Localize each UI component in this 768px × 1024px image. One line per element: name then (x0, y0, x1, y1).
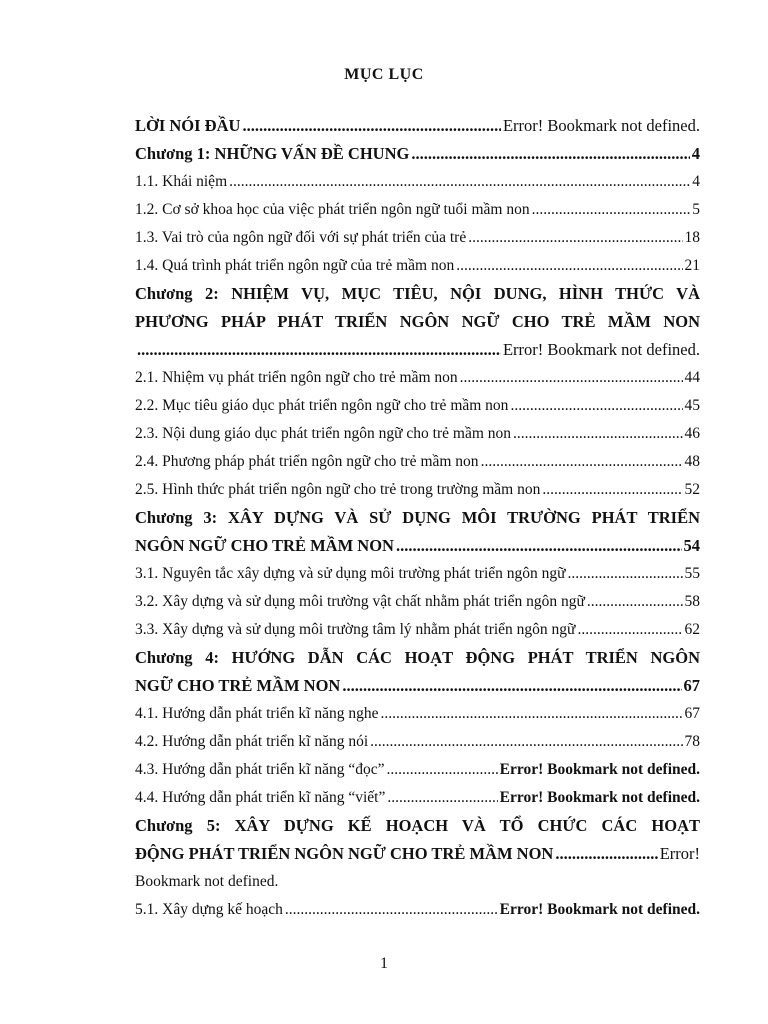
toc-entry-page: Error! Bookmark not defined. (499, 901, 700, 918)
dot-leader (396, 532, 682, 560)
dot-leader (456, 252, 682, 280)
toc-entry-page: 67 (683, 676, 700, 695)
toc-entry-section-2-4 (135, 448, 700, 476)
toc-entry-page: 21 (684, 257, 700, 274)
dot-leader (285, 896, 498, 924)
dot-leader (242, 112, 501, 140)
toc-entry-page: Error! (659, 844, 700, 863)
toc-entry-section-5-1 (135, 896, 700, 924)
dot-leader (555, 840, 657, 868)
page-number: 1 (380, 955, 388, 972)
toc-entry-page: Error! Bookmark not defined. (499, 761, 700, 778)
toc-entry-chapter-4-line-2 (135, 672, 700, 700)
toc-entry-section-1-3 (135, 224, 700, 252)
toc-entry-section-2-2 (135, 392, 700, 420)
toc-entry-page: 4 (692, 173, 700, 190)
dot-leader (577, 616, 682, 644)
toc-entry-section-4-3 (135, 756, 700, 784)
toc-entry-section-1-4 (135, 252, 700, 280)
dot-leader (386, 756, 497, 784)
toc-entry-section-3-3 (135, 616, 700, 644)
toc-entry-chapter-5-page-continuation: Bookmark not defined. (135, 873, 279, 890)
toc-entry-section-3-2 (135, 588, 700, 616)
toc-entry-label: 3.2. Xây dựng và sử dụng môi trường vật chất nhằm phát triển ngôn ngữ (135, 593, 585, 610)
dot-leader (342, 672, 681, 700)
dot-leader (513, 420, 682, 448)
toc-entry-section-4-1 (135, 700, 700, 728)
toc-entry-page: 44 (684, 369, 700, 386)
dot-leader (481, 448, 683, 476)
toc-entry-label: 2.1. Nhiệm vụ phát triển ngôn ngữ cho trẻ mầm non (135, 369, 458, 386)
dot-leader (380, 700, 682, 728)
toc-entry-section-2-1 (135, 364, 700, 392)
toc-entry-section-2-3 (135, 420, 700, 448)
toc-entry-page: Error! Bookmark not defined. (502, 340, 700, 359)
toc-entry-label: 1.2. Cơ sở khoa học của việc phát triển ngôn ngữ tuổi mầm non (135, 201, 530, 218)
dot-leader (510, 392, 682, 420)
toc-entry-page: 5 (692, 201, 700, 218)
toc-entry-chapter-5-line-1: Chương 5: XÂY DỰNG KẾ HOẠCH VÀ TỔ CHỨC CÁC HOẠT (135, 816, 700, 835)
toc-entry-label: 2.3. Nội dung giáo dục phát triển ngôn ngữ cho trẻ mầm non (135, 425, 512, 442)
toc-entry-page: 58 (684, 593, 700, 610)
dot-leader (411, 140, 689, 168)
toc-entry-label: LỜI NÓI ĐẦU (135, 116, 241, 135)
table-of-contents (135, 112, 700, 924)
toc-entry-label: 1.3. Vai trò của ngôn ngữ đối với sự phát triển của trẻ (135, 229, 467, 246)
toc-entry-label: ĐỘNG PHÁT TRIỂN NGÔN NGỮ CHO TRẺ MẦM NON (135, 844, 554, 863)
toc-entry-chapter-2-page-line (135, 336, 700, 364)
toc-entry-label: 5.1. Xây dựng kế hoạch (135, 901, 283, 918)
toc-entry-label: 4.3. Hướng dẫn phát triển kĩ năng “đọc” (135, 761, 385, 778)
dot-leader (568, 560, 683, 588)
dot-leader (370, 728, 682, 756)
toc-entry-label: 2.2. Mục tiêu giáo dục phát triển ngôn ngữ cho trẻ mầm non (135, 397, 509, 414)
toc-entry-chapter-3-line-1: Chương 3: XÂY DỰNG VÀ SỬ DỤNG MÔI TRƯỜNG PHÁT TRIỂN (135, 508, 700, 527)
toc-entry-page: 52 (684, 481, 700, 498)
toc-entry-chapter-5-line-2 (135, 840, 700, 868)
toc-title: MỤC LỤC (344, 66, 424, 83)
dot-leader (137, 336, 501, 364)
toc-entry-page: 54 (683, 536, 700, 555)
toc-entry-label: 2.5. Hình thức phát triển ngôn ngữ cho trẻ trong trường mầm non (135, 481, 541, 498)
toc-entry-page: 78 (684, 733, 700, 750)
toc-entry-section-1-1 (135, 168, 700, 196)
toc-entry-page: 45 (684, 397, 700, 414)
toc-entry-page: 18 (684, 229, 700, 246)
toc-entry-chapter-4-line-1: Chương 4: HƯỚNG DẪN CÁC HOẠT ĐỘNG PHÁT TRIỂN NGÔN (135, 648, 700, 667)
toc-entry-label: 3.1. Nguyên tắc xây dựng và sử dụng môi trường phát triển ngôn ngữ (135, 565, 566, 582)
toc-entry-page: Error! Bookmark not defined. (502, 116, 700, 135)
toc-entry-section-2-5 (135, 476, 700, 504)
toc-entry-chapter-2-line-1: Chương 2: NHIỆM VỤ, MỤC TIÊU, NỘI DUNG, HÌNH THỨC VÀ (135, 284, 700, 303)
toc-entry-page: 48 (684, 453, 700, 470)
dot-leader (587, 588, 683, 616)
toc-entry-chapter-2-line-2: PHƯƠNG PHÁP PHÁT TRIỂN NGÔN NGỮ CHO TRẺ MẦM NON (135, 312, 700, 331)
dot-leader (229, 168, 690, 196)
toc-entry-section-3-1 (135, 560, 700, 588)
toc-entry-label: 4.1. Hướng dẫn phát triển kĩ năng nghe (135, 705, 379, 722)
dot-leader (387, 784, 497, 812)
toc-entry-label: NGÔN NGỮ CHO TRẺ MẦM NON (135, 536, 394, 555)
dot-leader (460, 364, 683, 392)
toc-entry-label: 2.4. Phương pháp phát triển ngôn ngữ cho trẻ mầm non (135, 453, 479, 470)
toc-entry-section-1-2 (135, 196, 700, 224)
toc-entry-page: 46 (684, 425, 700, 442)
toc-entry-label: 3.3. Xây dựng và sử dụng môi trường tâm lý nhằm phát triển ngôn ngữ (135, 621, 576, 638)
dot-leader (532, 196, 691, 224)
toc-entry-label: Chương 1: NHỮNG VẤN ĐỀ CHUNG (135, 144, 410, 163)
toc-entry-page: 62 (684, 621, 700, 638)
toc-entry-chapter-3-line-2 (135, 532, 700, 560)
toc-entry-label: NGỮ CHO TRẺ MẦM NON (135, 676, 341, 695)
toc-entry-page: Error! Bookmark not defined. (499, 789, 700, 806)
toc-entry-label: 1.1. Khái niệm (135, 173, 228, 190)
toc-entry-page: 67 (684, 705, 700, 722)
toc-entry-label: 4.2. Hướng dẫn phát triển kĩ năng nói (135, 733, 369, 750)
toc-entry-label: 4.4. Hướng dẫn phát triển kĩ năng “viết” (135, 789, 386, 806)
toc-entry-preface (135, 112, 700, 140)
toc-entry-label: 1.4. Quá trình phát triển ngôn ngữ của trẻ mầm non (135, 257, 455, 274)
toc-entry-page: 4 (691, 144, 700, 163)
toc-entry-section-4-2 (135, 728, 700, 756)
toc-entry-page: 55 (684, 565, 700, 582)
dot-leader (468, 224, 682, 252)
toc-entry-section-4-4 (135, 784, 700, 812)
dot-leader (542, 476, 682, 504)
toc-entry-chapter-1 (135, 140, 700, 168)
